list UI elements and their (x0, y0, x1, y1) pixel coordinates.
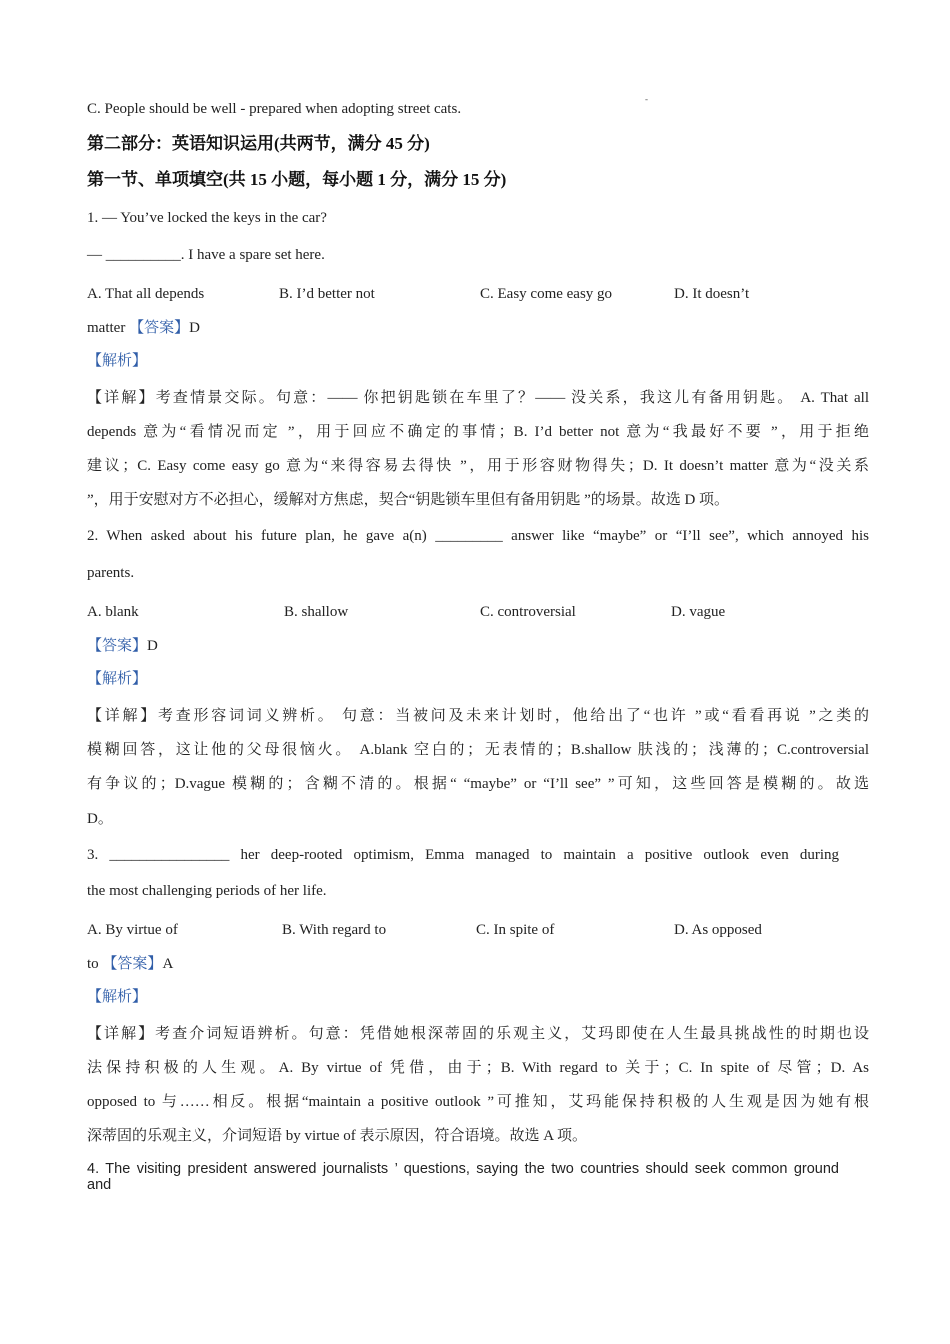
q1-option-a: A. That all depends (87, 286, 205, 302)
q2-answer-label: 【答案】 (87, 638, 148, 654)
q1-analysis-label: 【解析】 (87, 353, 148, 369)
q3-detail-line: opposed to 与……相反。根据“maintain a positive outlook ”可推知，艾玛能保持积极的人生观是因为她有根 (87, 1094, 869, 1110)
q1-detail-line: depends 意为“看情况而定 ”，用于回应不确定的事情；B. I’d better not 意为“我最好不要 ”，用于拒绝 (87, 424, 869, 440)
q1-detail-line: ”，用于安慰对方不必担心，缓解对方焦虑，契合“钥匙锁车里但有备用钥匙 ”的场景。故选 D 项。 (87, 492, 730, 508)
part2-heading: 第二部分：英语知识运用(共两节，满分 45 分) (87, 134, 430, 153)
q3-detail-line: 深蒂固的乐观主义，介词短语 by virtue of 表示原因，符合语境。故选 A 项。 (87, 1128, 587, 1144)
q3-analysis-label: 【解析】 (87, 989, 148, 1005)
q4-stem-cont: and (87, 1177, 112, 1193)
q2-option-d: D. vague (671, 604, 726, 620)
q2-detail-line: 有争议的；D.vague 模糊的；含糊不清的。根据“ “maybe” or “I’ll see” ”可知，这些回答是模糊的。故选 (87, 776, 869, 792)
q1-detail-line: 【详解】考查情景交际。句意：—— 你把钥匙锁在车里了？—— 没关系，我这儿有备用钥匙。 A. That all (87, 390, 869, 406)
q1-reply: — __________. I have a spare set here. (87, 247, 325, 263)
q2-detail-line: 模糊回答，这让他的父母很恼火。 A.blank 空白的；无表情的；B.shallow 肤浅的；浅薄的；C.controversial (87, 742, 869, 758)
q3-option-b: B. With regard to (282, 922, 387, 938)
q3-detail-line: 【详解】考查介词短语辨析。句意：凭借她根深蒂固的乐观主义，艾玛即使在人生最具挑战性的时期也设 (87, 1026, 869, 1042)
q3-answer-label: 【答案】 (102, 956, 163, 972)
q2-option-c: C. controversial (480, 604, 576, 620)
q2-detail-line: D。 (87, 811, 113, 827)
q1-option-c: C. Easy come easy go (480, 286, 613, 302)
q2-answer-line (87, 636, 158, 656)
prev-option-c: C. People should be well - prepared when adopting street cats. (87, 101, 462, 117)
q3-answer: A (162, 956, 174, 972)
q1-stem: 1. — You’ve locked the keys in the car? (87, 210, 327, 226)
q2-answer: D (147, 638, 158, 654)
q2-option-a: A. blank (87, 604, 139, 620)
q3-answer-line (87, 954, 173, 974)
q3-option-c: C. In spite of (476, 922, 555, 938)
q1-option-d: D. It doesn’t (674, 286, 750, 302)
q2-analysis-label: 【解析】 (87, 671, 148, 687)
q3-detail-line: 法保持积极的人生观。A. By virtue of 凭借，由于；B. With regard to 关于；C. In spite of 尽管；D. As (87, 1060, 869, 1076)
q3-option-d: D. As opposed (674, 922, 762, 938)
q1-answer: D (189, 320, 200, 336)
q4-stem: 4. The visiting president answered journalists ’ questions, saying the two countries should seek common ground (87, 1161, 839, 1177)
q3-option-a: A. By virtue of (87, 922, 178, 938)
q2-detail-line: 【详解】考查形容词词义辨析。 句意：当被问及未来计划时，他给出了“也许 ”或“看看再说 ”之类的 (87, 708, 869, 724)
q2-option-b: B. shallow (284, 604, 349, 620)
q2-stem-cont: parents. (87, 565, 135, 581)
section1-heading: 第一节、单项填空(共 15 小题，每小题 1 分，满分 15 分) (87, 170, 507, 189)
q3-stem: 3. ________________ her deep-rooted optimism, Emma managed to maintain a positive outlook even during (87, 847, 839, 863)
q1-option-d-tail: matter (87, 320, 126, 336)
q1-detail-line: 建议；C. Easy come easy go 意为“来得容易去得快 ”，用于形容财物得失；D. It doesn’t matter 意为“没关系 (87, 458, 869, 474)
q3-stem-cont: the most challenging periods of her life. (87, 883, 327, 899)
q3-option-d-tail: to (87, 956, 99, 972)
q1-answer-line (87, 318, 200, 338)
q2-stem: 2. When asked about his future plan, he gave a(n) _________ answer like “maybe” or “I’ll see”, which annoyed his (87, 528, 869, 544)
q1-option-b: B. I’d better not (279, 286, 375, 302)
page-marker: - (645, 94, 648, 104)
q1-answer-label: 【答案】 (129, 320, 190, 336)
